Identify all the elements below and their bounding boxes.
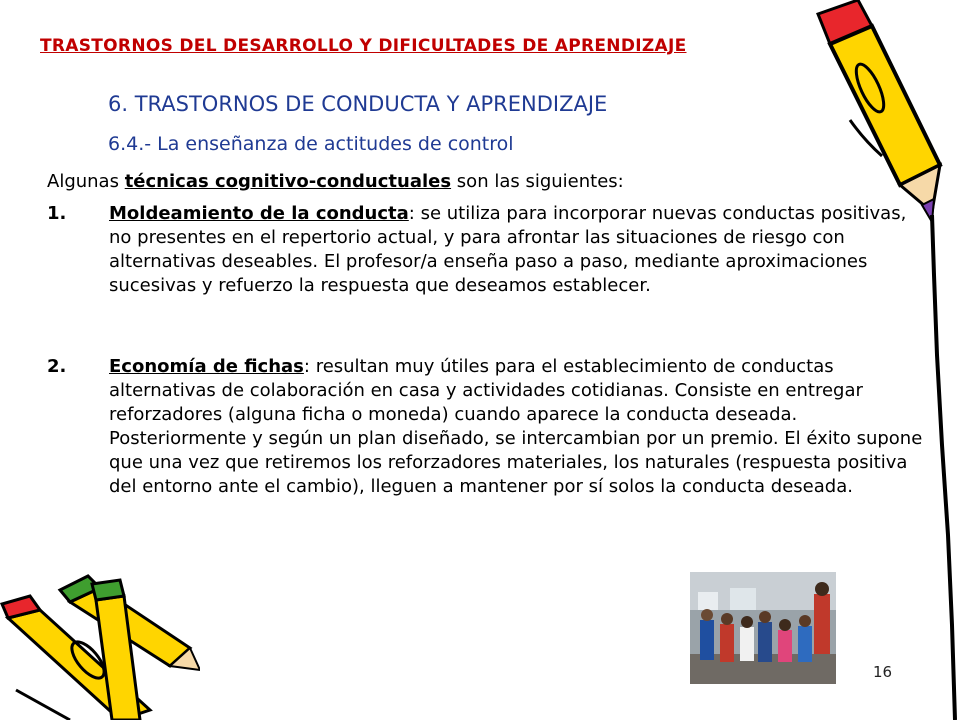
presentation-header: TRASTORNOS DEL DESARROLLO Y DIFICULTADES DE APRENDIZAJE [40,36,687,56]
item-body [109,355,927,499]
list-item [47,355,927,499]
intro-after: son las siguientes: [451,171,624,192]
item-text: : se utiliza para incorporar nuevas conductas positivas, no presentes en el repertorio actual, y para afrontar las situaciones de riesgo con alternativas deseables. El profesor/a enseña paso a paso, mediante aproximaciones sucesivas y refuerzo la respuesta que deseamos establecer. [109,203,907,296]
section-title: 6. TRASTORNOS DE CONDUCTA Y APRENDIZAJE [108,92,608,116]
item-text: : resultan muy útiles para el establecimiento de conductas alternativas de colaboración en casa y actividades cotidianas. Consiste en entregar reforzadores (alguna ficha o moneda) cuando aparece la conducta deseada. Posteriormente y según un plan diseñado, se intercambian por un premio. El éxito supone que una vez que retiremos los reforzadores materiales, los naturales (respuesta positiva del entorno ante el cambio), lleguen a mantener por sí solos la conducta deseada. [109,356,923,497]
classroom-photo [690,572,836,684]
item-number: 1. [47,203,67,224]
pencil-icon [800,0,960,225]
intro-sentence [47,171,624,192]
crossed-pencils-icon [0,570,200,720]
item-number: 2. [47,356,67,377]
item-term: Economía de fichas [109,356,304,377]
item-term: Moldeamiento de la conducta [109,203,409,224]
intro-emphasis: técnicas cognitivo-conductuales [124,171,452,192]
subsection-title: 6.4.- La enseñanza de actitudes de control [108,133,514,155]
list-item [47,202,927,298]
decorative-line [900,215,960,720]
page-number: 16 [873,663,893,681]
intro-before: Algunas [47,171,125,192]
